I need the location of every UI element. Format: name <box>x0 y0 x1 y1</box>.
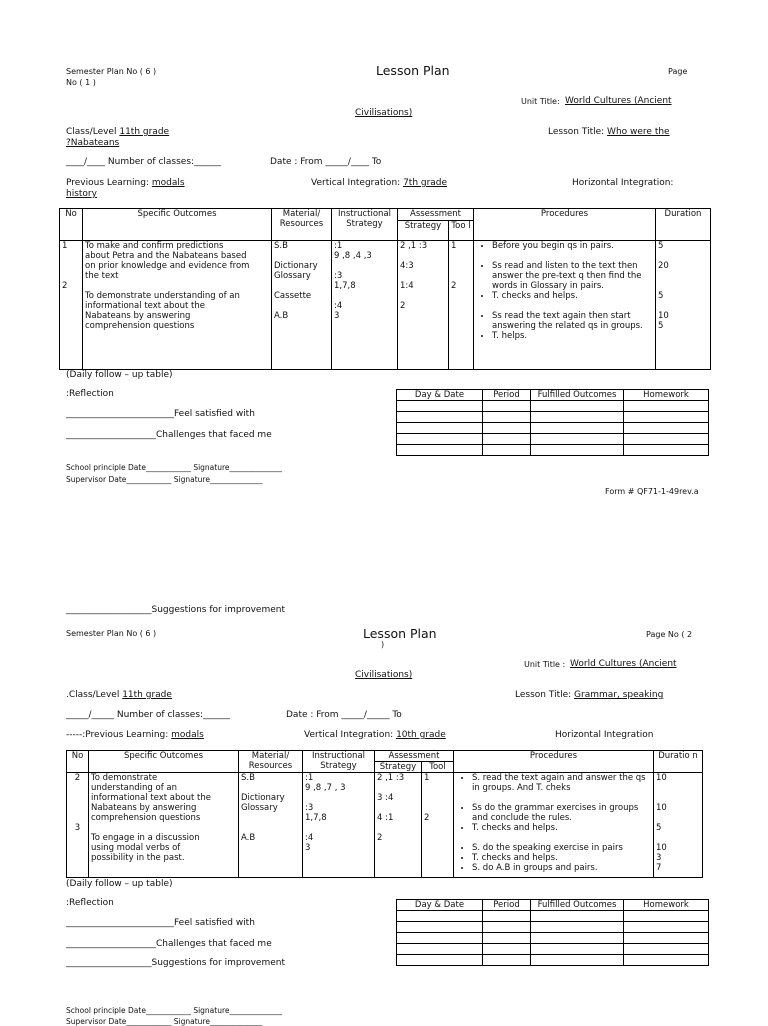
daily-header-date: Day & Date <box>397 900 483 911</box>
cell-outcomes <box>89 773 239 878</box>
cell-line <box>656 813 700 823</box>
unit-title-value: World Cultures (Ancient <box>570 659 677 669</box>
header-duration: Duration <box>656 209 711 241</box>
cell-line: To demonstrate <box>91 773 158 783</box>
date-range: Date : From _____/_____ To <box>286 710 402 720</box>
table-row <box>397 911 709 922</box>
cell-procedures <box>454 773 654 878</box>
cell-line <box>334 261 395 271</box>
previous-learning-label: -----:Previous Learning: <box>66 730 169 740</box>
cell-instructional <box>303 773 375 878</box>
table-row <box>397 423 709 434</box>
cell-line: about Petra and the Nabateans based <box>85 251 247 261</box>
unit-title-value-cont: Civilisations) <box>355 108 413 118</box>
cell-line: 20 <box>658 261 669 271</box>
cell-no <box>67 773 89 878</box>
cell-line: :3 <box>334 271 343 281</box>
cell-line <box>424 783 451 793</box>
cell-line: 5 <box>658 321 664 331</box>
previous-learning-value: modals <box>171 730 204 740</box>
page-label: Page No ( 2 <box>646 630 693 639</box>
cell-line <box>85 281 269 291</box>
daily-follow-up-label: (Daily follow – up table) <box>66 879 173 889</box>
cell-line: 2 <box>424 813 430 823</box>
cell-line: on prior knowledge and evidence from <box>85 261 250 271</box>
cell-line: Nabateans by answering <box>91 803 197 813</box>
cell-line: possibility in the past. <box>91 853 185 863</box>
semester-plan-number: No ( 1 ) <box>66 78 96 87</box>
cell-line <box>451 251 471 261</box>
class-level <box>66 690 172 700</box>
school-principle-signature: School principle Date____________ Signature______________ <box>66 463 283 472</box>
cell-line: :1 <box>305 773 314 783</box>
daily-follow-up-label: (Daily follow – up table) <box>66 370 173 380</box>
procedure-item: • Ss do the grammar exercises in groups and conclude the rules. <box>472 803 651 823</box>
cell-line: 5 <box>658 241 664 251</box>
reflection-label: :Reflection <box>66 389 114 399</box>
lesson-title-cont: ?Nabateans <box>66 138 120 148</box>
header-duration: Duratio n <box>654 751 703 773</box>
cell-line: Cassette <box>274 291 312 301</box>
cell-line: 5 <box>656 823 662 833</box>
number-of-classes: _____/_____ Number of classes:______ <box>66 710 231 720</box>
previous-learning <box>66 178 185 188</box>
suggestions-line: ___________________Suggestions for improvement <box>66 605 285 615</box>
procedure-item: • S. do the speaking exercise in pairs <box>472 843 651 853</box>
supervisor-signature: Supervisor Date____________ Signature______________ <box>66 1017 263 1026</box>
title-paren: ) <box>381 640 385 649</box>
vertical-integration-value: 7th grade <box>403 178 448 188</box>
cell-line: 3 <box>74 823 81 833</box>
previous-learning-value: modals <box>151 178 185 188</box>
lesson-title-value: Who were the <box>607 127 670 137</box>
cell-line: 4:3 <box>400 261 414 271</box>
number-of-classes: ____/____ Number of classes:______ <box>66 157 222 167</box>
previous-learning <box>66 730 204 740</box>
feel-satisfied-line: ________________________Feel satisfied with <box>66 918 255 928</box>
daily-follow-up-table <box>396 899 709 966</box>
date-range: Date : From _____/____ To <box>270 157 382 167</box>
cell-line <box>451 261 471 271</box>
lesson-plan-table <box>66 750 703 878</box>
cell-line: Nabateans by answering <box>85 311 191 321</box>
cell-line <box>451 271 471 281</box>
cell-line: 7 <box>656 863 662 873</box>
procedure-item: • S. do A.B in groups and pairs. <box>472 863 651 873</box>
horizontal-integration-label: Horizontal Integration: <box>572 178 674 188</box>
cell-line: 3 <box>656 853 662 863</box>
procedure-item: • T. checks and helps. <box>492 291 653 301</box>
cell-line <box>377 803 419 813</box>
daily-header-date: Day & Date <box>397 390 483 401</box>
cell-line <box>62 271 80 281</box>
cell-instructional <box>332 241 398 370</box>
semester-plan-label: Semester Plan No ( 6 ) <box>66 67 157 76</box>
suggestions-line: ___________________Suggestions for improvement <box>66 958 285 968</box>
cell-line <box>305 793 372 803</box>
daily-header-homework: Homework <box>624 390 709 401</box>
cell-line <box>658 251 708 261</box>
cell-line <box>305 823 372 833</box>
header-tool: Too l <box>449 221 474 241</box>
cell-line: To make and confirm predictions <box>85 241 224 251</box>
cell-line <box>377 823 419 833</box>
procedure-item: • T. checks and helps. <box>472 853 651 863</box>
cell-line: 2 <box>62 281 68 291</box>
lesson-title-label: Lesson Title: <box>548 127 605 137</box>
daily-header-outcomes: Fulfilled Outcomes <box>531 900 624 911</box>
cell-line: 1 <box>62 241 68 251</box>
cell-line <box>424 803 451 813</box>
cell-strategy <box>398 241 449 370</box>
page-title: Lesson Plan <box>376 63 450 78</box>
cell-line <box>400 251 446 261</box>
vertical-integration-label: Vertical Integration: <box>311 178 401 188</box>
form-number: Form # QF71-1-49rev.a <box>605 487 699 496</box>
cell-line: 2 ,1 :3 <box>377 773 405 783</box>
cell-line: :4 <box>334 301 343 311</box>
header-material: Material/ Resources <box>239 751 303 773</box>
cell-line <box>400 271 446 281</box>
class-level-label: .Class/Level <box>66 690 120 700</box>
cell-line: 3 :4 <box>377 793 394 803</box>
procedure-item: • S. read the text again and answer the qs in groups. And T. cheks <box>472 773 651 793</box>
cell-line: understanding of an <box>91 783 177 793</box>
header-instructional: Instructional Strategy <box>303 751 375 773</box>
cell-line <box>658 301 708 311</box>
horizontal-integration-label: Horizontal Integration <box>555 730 654 740</box>
cell-line: 2 <box>74 773 81 783</box>
page-title: Lesson Plan <box>363 626 437 641</box>
cell-line: 1,7,8 <box>334 281 356 291</box>
vertical-integration <box>311 178 447 188</box>
cell-line <box>62 251 80 261</box>
cell-line: 10 <box>658 311 669 321</box>
table-row <box>397 955 709 966</box>
class-level <box>66 127 169 137</box>
header-procedures: Procedures <box>474 209 656 241</box>
cell-line: S.B <box>241 773 255 783</box>
cell-strategy <box>375 773 422 878</box>
unit-title-value: World Cultures (Ancient <box>565 96 672 106</box>
feel-satisfied-line: ________________________Feel satisfied with <box>66 409 255 419</box>
header-strategy: Strategy <box>375 762 422 773</box>
cell-outcomes <box>83 241 272 370</box>
cell-no <box>60 241 83 370</box>
table-row <box>397 445 709 456</box>
cell-line: 2 <box>377 833 383 843</box>
daily-header-period: Period <box>483 900 531 911</box>
header-assessment: Assessment <box>398 209 474 221</box>
daily-header-homework: Homework <box>624 900 709 911</box>
cell-line: :4 <box>305 833 314 843</box>
cell-line: 1,7,8 <box>305 813 327 823</box>
cell-line: using modal verbs of <box>91 843 181 853</box>
cell-line <box>69 803 86 813</box>
cell-line <box>91 823 236 833</box>
page-label: Page <box>668 67 688 76</box>
cell-line: S.B <box>274 241 288 251</box>
unit-title-label: Unit Title : <box>524 660 566 669</box>
cell-line <box>424 793 451 803</box>
cell-line <box>658 271 708 281</box>
cell-line: 1 <box>451 241 457 251</box>
class-level-value: 11th grade <box>119 127 170 137</box>
cell-line: informational text about the <box>91 793 211 803</box>
header-no: No <box>67 751 89 773</box>
procedure-item: • T. helps. <box>492 331 653 341</box>
header-outcomes: Specific Outcomes <box>89 751 239 773</box>
lesson-title <box>548 127 670 137</box>
class-level-value: 11th grade <box>122 690 172 700</box>
header-assessment: Assessment <box>375 751 454 762</box>
cell-line <box>274 301 329 311</box>
cell-line <box>274 251 329 261</box>
cell-line <box>656 793 700 803</box>
cell-line <box>656 783 700 793</box>
daily-header-outcomes: Fulfilled Outcomes <box>531 390 624 401</box>
cell-line: Dictionary <box>241 793 285 803</box>
cell-line: :1 <box>334 241 343 251</box>
header-outcomes: Specific Outcomes <box>83 209 272 241</box>
cell-line: 4 :1 <box>377 813 394 823</box>
cell-material <box>239 773 303 878</box>
header-no: No <box>60 209 83 241</box>
daily-header-period: Period <box>483 390 531 401</box>
header-material: Material/ Resources <box>272 209 332 241</box>
cell-line <box>69 793 86 803</box>
cell-line <box>241 823 300 833</box>
semester-plan-label: Semester Plan No ( 6 ) <box>66 629 157 638</box>
cell-line <box>377 783 419 793</box>
reflection-label: :Reflection <box>66 898 114 908</box>
previous-learning-label: Previous Learning: <box>66 178 149 188</box>
cell-line: 10 <box>656 773 667 783</box>
cell-line <box>69 813 86 823</box>
cell-line: To engage in a discussion <box>91 833 200 843</box>
horizontal-integration-value: history <box>66 189 97 199</box>
table-row <box>397 412 709 423</box>
cell-line <box>334 291 395 301</box>
header-procedures: Procedures <box>454 751 654 773</box>
procedure-item: • Ss read the text again then start answering the related qs in groups. <box>492 311 653 331</box>
procedure-item: • T. checks and helps. <box>472 823 651 833</box>
vertical-integration-label: Vertical Integration: <box>304 730 394 740</box>
lesson-title-value: Grammar, speaking <box>574 690 664 700</box>
challenges-line: ____________________Challenges that faced me <box>66 939 272 949</box>
cell-procedures <box>474 241 656 370</box>
cell-line: comprehension questions <box>91 813 201 823</box>
table-row <box>397 922 709 933</box>
lesson-title <box>515 690 663 700</box>
vertical-integration-value: 10th grade <box>396 730 446 740</box>
cell-line <box>400 291 446 301</box>
cell-line: A.B <box>241 833 256 843</box>
cell-line: 1 <box>424 773 430 783</box>
cell-tool <box>422 773 454 878</box>
cell-line: 2 ,1 :3 <box>400 241 428 251</box>
cell-line: To demonstrate understanding of an <box>85 291 240 301</box>
cell-line: :3 <box>305 803 314 813</box>
cell-line: 3 <box>334 311 340 321</box>
unit-title-label: Unit Title: <box>521 97 560 106</box>
cell-line: Glossary <box>241 803 278 813</box>
cell-line: Dictionary <box>274 261 318 271</box>
cell-line: Glossary <box>274 271 311 281</box>
cell-line: informational text about the <box>85 301 205 311</box>
cell-line: comprehension questions <box>85 321 195 331</box>
cell-line: 9 ,8 ,7 , 3 <box>305 783 346 793</box>
table-row <box>397 933 709 944</box>
daily-follow-up-table <box>396 389 709 456</box>
class-level-label: Class/Level <box>66 127 117 137</box>
cell-duration <box>654 773 703 878</box>
cell-line <box>69 783 86 793</box>
cell-tool <box>449 241 474 370</box>
vertical-integration <box>304 730 446 740</box>
cell-duration <box>656 241 711 370</box>
unit-title-value-cont: Civilisations) <box>355 670 413 680</box>
procedure-item: • Ss read and listen to the text then answer the pre-text q then find the words in Glossary in pairs. <box>492 261 653 291</box>
table-row <box>397 434 709 445</box>
cell-line: 9 ,8 ,4 ,3 <box>334 251 372 261</box>
cell-line: 2 <box>400 301 406 311</box>
header-strategy: Strategy <box>398 221 449 241</box>
cell-line: the text <box>85 271 119 281</box>
cell-line: 10 <box>656 843 667 853</box>
cell-line: 1:4 <box>400 281 414 291</box>
cell-material <box>272 241 332 370</box>
table-row <box>397 401 709 412</box>
cell-line: 2 <box>451 281 457 291</box>
procedure-item: • Before you begin qs in pairs. <box>492 241 653 251</box>
header-instructional: Instructional Strategy <box>332 209 398 241</box>
cell-line: 5 <box>658 291 664 301</box>
cell-line <box>241 813 300 823</box>
cell-line <box>241 783 300 793</box>
cell-line <box>656 833 700 843</box>
cell-line <box>274 281 329 291</box>
lesson-title-label: Lesson Title: <box>515 690 572 700</box>
cell-line <box>658 281 708 291</box>
cell-line: A.B <box>274 311 289 321</box>
school-principle-signature: School principle Date____________ Signature______________ <box>66 1006 283 1015</box>
challenges-line: ____________________Challenges that faced me <box>66 430 272 440</box>
supervisor-signature: Supervisor Date____________ Signature______________ <box>66 475 263 484</box>
cell-line <box>62 261 80 271</box>
table-row <box>397 944 709 955</box>
lesson-plan-table <box>59 208 711 370</box>
cell-line: 10 <box>656 803 667 813</box>
header-tool: Tool <box>422 762 454 773</box>
cell-line: 3 <box>305 843 311 853</box>
